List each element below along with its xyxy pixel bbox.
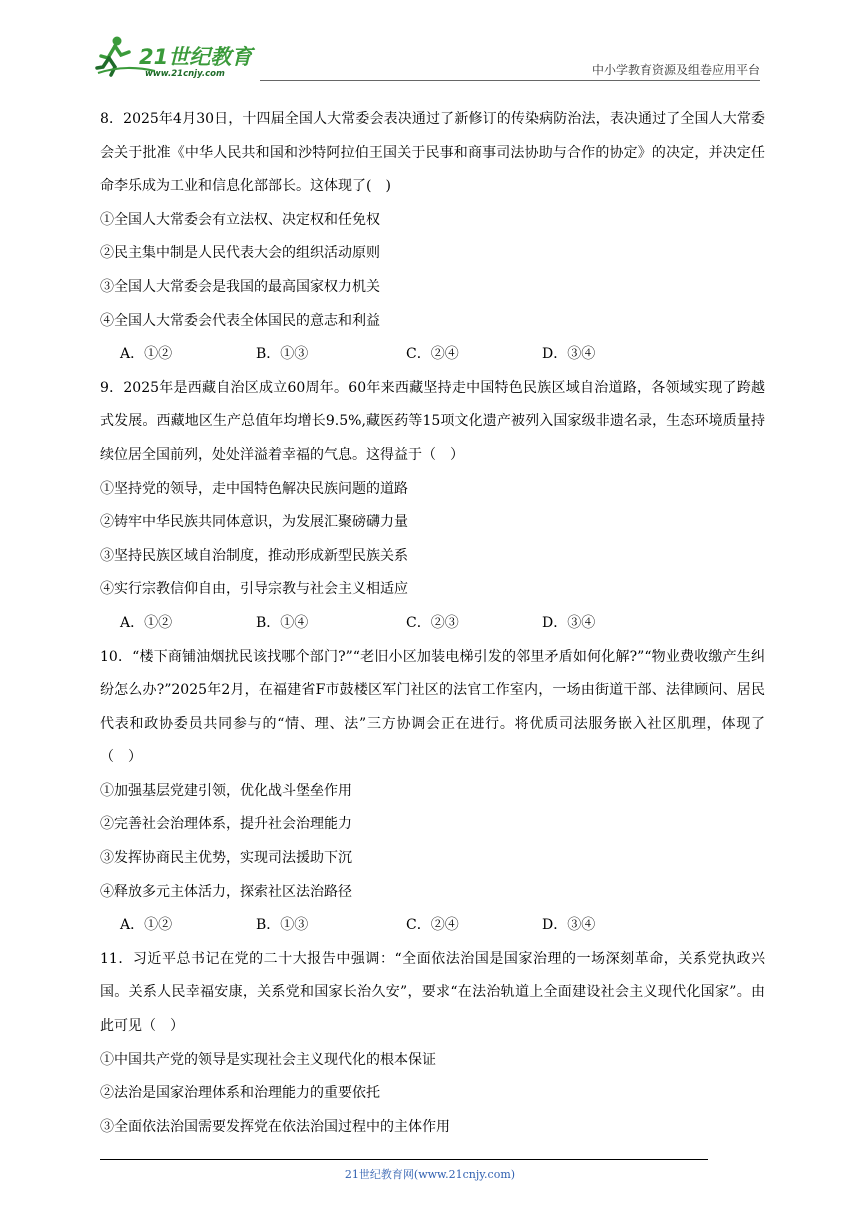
footer-text: 21世纪教育网(www.21cnjy.com) (344, 1168, 516, 1181)
statement-item: ③全国人大常委会是我国的最高国家权力机关 (100, 278, 380, 295)
statement-item: ②民主集中制是人民代表大会的组织活动原则 (100, 245, 380, 262)
question-stem: 11．习近平总书记在党的二十大报告中强调：“全面依法治国是国家治理的一场深刻革命，关系党执政兴国。关系人民幸福安康，关系党和国家长治久安”，要求“在法治轨道上全面建设社会主义现代化国家”。由此可见（ ） (100, 950, 765, 1035)
statement-item: ②完善社会治理体系，提升社会治理能力 (100, 816, 352, 833)
answer-option: B．①④ (256, 614, 309, 631)
question-10 (100, 641, 765, 943)
logo (95, 34, 265, 78)
question-11 (100, 943, 765, 1145)
answer-options (100, 607, 765, 641)
statement-item: ②法治是国家治理体系和治理能力的重要依托 (100, 1085, 380, 1102)
answer-option: D．③④ (542, 614, 596, 631)
answer-options (100, 909, 765, 943)
statement-item: ①中国共产党的领导是实现社会主义现代化的根本保证 (100, 1051, 436, 1068)
platform-name: 中小学教育资源及组卷应用平台 (591, 63, 760, 77)
answer-option: C．②④ (406, 917, 459, 934)
statement-item: ③坚持民族区域自治制度，推动形成新型民族关系 (100, 547, 408, 564)
statement-item: ④全国人大常委会代表全体国民的意志和利益 (100, 312, 380, 329)
statement-item: ①加强基层党建引领，优化战斗堡垒作用 (100, 782, 352, 799)
statement-item: ④实行宗教信仰自由，引导宗教与社会主义相适应 (100, 581, 408, 598)
answer-option: B．①③ (256, 346, 309, 363)
answer-option: C．②④ (406, 346, 459, 363)
answer-option: C．②③ (406, 614, 459, 631)
statement-item: ④释放多元主体活力，探索社区法治路径 (100, 883, 352, 900)
logo-text: 21世纪教育 (139, 45, 253, 69)
question-stem: 9．2025年是西藏自治区成立60周年。60年来西藏坚持走中国特色民族区域自治道路，各领域实现了跨越式发展。西藏地区生产总值年均增长9.5%,藏医药等15项文化遗产被列入国家级非遗名录，生态环境质量持续位居全国前列，处处洋溢着幸福的气息。这得益于（ ） (100, 379, 765, 463)
answer-option: A．①② (120, 917, 173, 934)
answer-options (100, 338, 765, 372)
logo-url: www.21cnjy.com (145, 69, 225, 78)
question-8 (100, 103, 765, 372)
statement-item: ②铸牢中华民族共同体意识，为发展汇聚磅礴力量 (100, 514, 408, 531)
answer-option: A．①② (120, 346, 173, 363)
question-stem: 8．2025年4月30日，十四届全国人大常委会表决通过了新修订的传染病防治法，表决通过了全国人大常委会关于批准《中华人民共和国和沙特阿拉伯王国关于民事和商事司法协助与合作的协定》的决定，并决定任命李乐成为工业和信息化部部长。这体现了( ) (100, 111, 765, 195)
statement-item: ③全面依法治国需要发挥党在依法治国过程中的主体作用 (100, 1118, 450, 1135)
question-stem: 10．“楼下商铺油烟扰民该找哪个部门?”“老旧小区加装电梯引发的邻里矛盾如何化解?”“物业费收缴产生纠纷怎么办?”2025年2月，在福建省F市鼓楼区军门社区的法官工作室内，一场由街道干部、法律顾问、居民代表和政协委员共同参与的“情、理、法”三方协调会正在进行。将优质司法服务嵌入社区肌理，体现了（ ） (100, 648, 765, 766)
header-divider (260, 80, 760, 81)
statement-item: ①坚持党的领导，走中国特色解决民族问题的道路 (100, 480, 408, 497)
answer-option: D．③④ (542, 346, 596, 363)
answer-option: B．①③ (256, 917, 309, 934)
answer-option: A．①② (120, 614, 173, 631)
footer-divider (100, 1159, 708, 1160)
answer-option: D．③④ (542, 917, 596, 934)
statement-item: ③发挥协商民主优势，实现司法援助下沉 (100, 850, 352, 867)
statement-item: ①全国人大常委会有立法权、决定权和任免权 (100, 211, 380, 228)
question-9 (100, 372, 765, 641)
question-list (100, 103, 765, 1144)
page-header (95, 34, 760, 82)
